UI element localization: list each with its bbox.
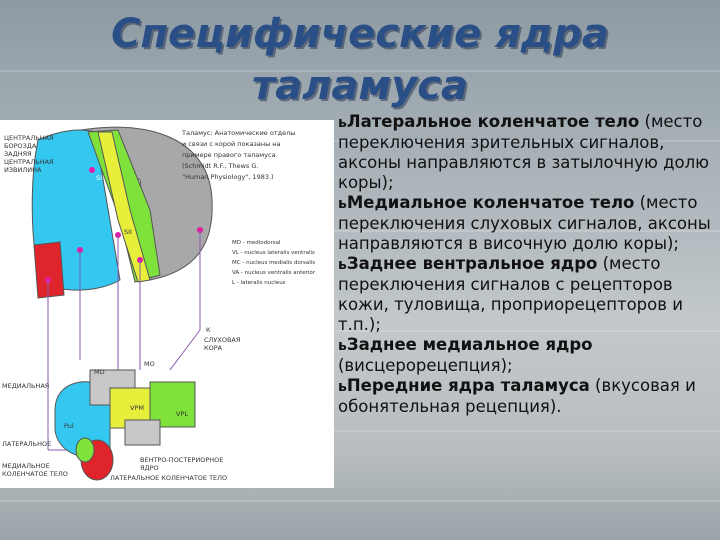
bullet-icon: ь xyxy=(338,379,347,395)
item-head: Медиальное коленчатое тело xyxy=(346,193,635,212)
label-vpl: VPL xyxy=(176,410,188,418)
bullet-icon: ь xyxy=(338,257,347,273)
list-item xyxy=(338,335,718,376)
caption-line: "Human Physiology", 1983.) xyxy=(182,173,274,181)
figure-caption xyxy=(182,128,332,183)
label-medial: МЕДИАЛЬНАЯ xyxy=(2,382,50,390)
item-text: (висцерорецепция); xyxy=(338,356,513,375)
label-auditory-cortex: СЛУХОВАЯ КОРА xyxy=(204,336,241,352)
legend-line: MC - nucleus medialis dorsalis xyxy=(232,260,316,266)
caption-line: (Schmidt R.F., Thews G. xyxy=(182,162,259,170)
caption-line: и связи с корой показаны на xyxy=(182,140,281,148)
item-head: Передние ядра таламуса xyxy=(346,376,590,395)
label-ventro-posterior: ВЕНТРО-ПОСТЕРИОРНОЕ ЯДРО xyxy=(140,456,224,472)
cortex-red-region xyxy=(34,242,64,298)
list-item xyxy=(338,193,718,254)
label-md: MD xyxy=(94,368,105,376)
title-line-1: Специфические ядра xyxy=(111,11,609,57)
label-lateral-geniculate: ЛАТЕРАЛЬНОЕ КОЛЕНЧАТОЕ ТЕЛО xyxy=(110,474,228,482)
item-text: (место переключения слуховых сигналов, аксоны направляются в височную долю коры); xyxy=(338,193,711,253)
label-posterior-central: ЗАДНЯЯ ЦЕНТРАЛЬНАЯ ИЗВИЛИНА xyxy=(4,150,54,174)
label-k: К xyxy=(206,326,211,334)
figure-legend xyxy=(232,238,332,288)
label-mo: MO xyxy=(144,360,155,368)
item-text: (место переключения сигналов с рецепторов кожи, туловища, проприорецепторов и т.п.); xyxy=(338,254,683,334)
label-medial-geniculate: МЕДИАЛЬНОЕ КОЛЕНЧАТОЕ ТЕЛО xyxy=(2,462,68,478)
label-pul: Pul xyxy=(64,422,74,430)
list-item xyxy=(338,376,718,417)
label-lateral-body: ЛАТЕРАЛЬНОЕ xyxy=(2,440,52,448)
bullet-icon: ь xyxy=(338,115,347,131)
label-vpm: VPM xyxy=(130,404,144,412)
list-item xyxy=(338,254,718,335)
label-si: SI xyxy=(96,174,103,182)
caption-line: примере правого таламуса. xyxy=(182,151,278,159)
slide-title xyxy=(60,8,660,112)
bullet-icon: ь xyxy=(338,196,347,212)
item-head: Заднее медиальное ядро xyxy=(346,335,593,354)
title-line-2: таламуса xyxy=(252,63,468,109)
legend-line: MD - mediodorsal xyxy=(232,240,281,246)
caption-line: Таламус: Анатомические отделы xyxy=(182,129,296,137)
legend-line: VA - nucleus ventralis anterior xyxy=(232,270,316,276)
item-head: Латеральное коленчатое тело xyxy=(346,112,640,131)
label-sii: SII xyxy=(124,228,132,236)
list-item xyxy=(338,112,718,193)
item-text: (вкусовая и обонятельная рецепция). xyxy=(338,376,696,416)
legend-line: L - lateralis nucleus xyxy=(232,280,286,286)
item-text: (место переключения зрительных сигналов, аксоны направляются в затылочную долю коры); xyxy=(338,112,710,192)
label-central-sulcus: ЦЕНТРАЛЬНАЯ БОРОЗДА xyxy=(4,134,54,150)
projection-dot xyxy=(89,167,95,173)
nuclei-list xyxy=(338,112,718,417)
legend-line: VL - nucleus lateralis ventralis xyxy=(232,250,315,256)
thalamus-diagram xyxy=(0,120,334,488)
item-head: Заднее вентральное ядро xyxy=(346,254,598,273)
bullet-icon: ь xyxy=(338,338,347,354)
